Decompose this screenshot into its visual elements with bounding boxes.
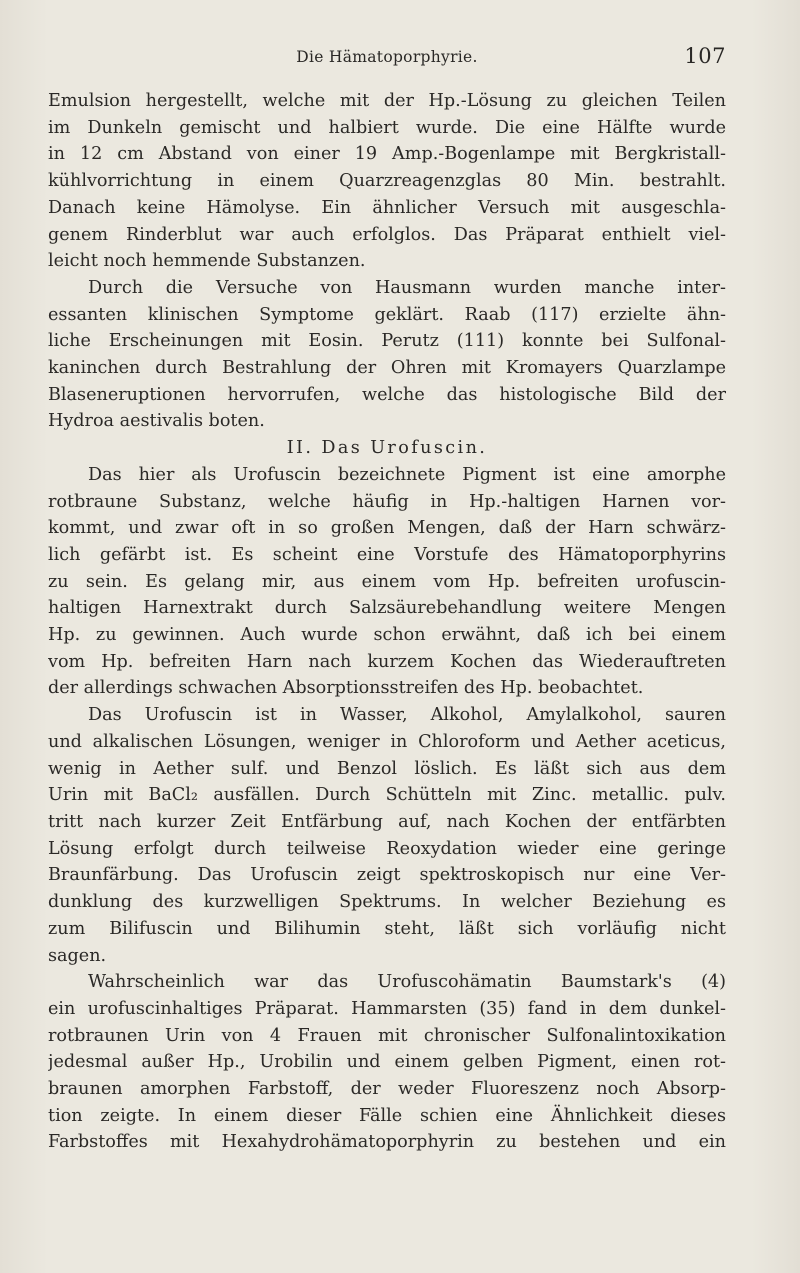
text-line: Urin mit BaCl₂ ausfällen. Durch Schütteln mit Zinc. metallic. pulv.	[48, 785, 726, 806]
text-line: Das hier als Urofuscin bezeichnete Pigment ist eine amorphe	[88, 464, 726, 485]
text-line: Emulsion hergestellt, welche mit der Hp.-Lösung zu gleichen Teilen	[48, 91, 726, 111]
text-line: essanten klinischen Symptome geklärt. Raab (117) erzielte ähn-	[48, 304, 726, 325]
text-line: sagen.	[48, 945, 107, 966]
text-line: Blaseneruptionen hervorrufen, welche das histologische Bild der	[48, 384, 726, 405]
text-line: vom Hp. befreiten Harn nach kurzem Kochen das Wiederauftreten	[48, 651, 726, 672]
text-line: Hp. zu gewinnen. Auch wurde schon erwähnt, daß ich bei einem	[48, 625, 726, 646]
text-line: im Dunkeln gemischt und halbiert wurde. Die eine Hälfte wurde	[48, 117, 726, 138]
text-line: dunklung des kurzwelligen Spektrums. In welcher Beziehung es	[48, 892, 726, 913]
text-line: kommt, und zwar oft in so großen Mengen, daß der Harn schwärz-	[48, 518, 726, 539]
text-line: zu sein. Es gelang mir, aus einem vom Hp. befreiten urofuscin-	[48, 571, 726, 592]
text-line: jedesmal außer Hp., Urobilin und einem gelben Pigment, einen rot-	[48, 1052, 726, 1073]
text-line: haltigen Harnextrakt durch Salzsäurebehandlung weitere Mengen	[48, 598, 726, 619]
text-line: ein urofuscinhaltiges Präparat. Hammarsten (35) fand in dem dunkel-	[48, 998, 726, 1019]
text-line: braunen amorphen Farbstoff, der weder Fluoreszenz noch Absorp-	[48, 1079, 726, 1100]
body-text	[48, 88, 726, 1156]
text-line: wenig in Aether sulf. und Benzol löslich. Es läßt sich aus dem	[48, 758, 726, 779]
text-line: rotbraunen Urin von 4 Frauen mit chronischer Sulfonalintoxikation	[48, 1025, 726, 1046]
text-line: kühlvorrichtung in einem Quarzreagenzglas 80 Min. bestrahlt.	[48, 171, 726, 192]
text-line: kaninchen durch Bestrahlung der Ohren mit Kromayers Quarzlampe	[48, 358, 726, 379]
text-line: leicht noch hemmende Substanzen.	[48, 251, 366, 272]
text-line: Lösung erfolgt durch teilweise Reoxydation wieder eine geringe	[48, 838, 726, 859]
text-line: Hydroa aestivalis boten.	[48, 411, 265, 432]
text-line: tion zeigte. In einem dieser Fälle schien eine Ähnlichkeit dieses	[48, 1105, 726, 1126]
page-number: 107	[684, 44, 726, 68]
text-line: Das Urofuscin ist in Wasser, Alkohol, Amylalkohol, sauren	[88, 705, 726, 726]
text-line: Danach keine Hämolyse. Ein ähnlicher Versuch mit ausgeschla-	[48, 197, 726, 218]
text-line: in 12 cm Abstand von einer 19 Amp.-Bogenlampe mit Bergkristall-	[48, 144, 726, 165]
running-title: Die Hämatoporphyrie.	[296, 48, 478, 66]
text-line: liche Erscheinungen mit Eosin. Perutz (111) konnte bei Sulfonal-	[48, 331, 726, 352]
text-line: Farbstoffes mit Hexahydrohämatoporphyrin zu bestehen und ein	[48, 1132, 726, 1153]
text-line: lich gefärbt ist. Es scheint eine Vorstufe des Hämatoporphyrins	[48, 544, 726, 565]
text-line: Wahrscheinlich war das Urofuscohämatin Baumstark's (4)	[88, 972, 726, 993]
text-line: Durch die Versuche von Hausmann wurden manche inter-	[88, 277, 726, 298]
page-header	[48, 44, 726, 76]
text-line: der allerdings schwachen Absorptionsstreifen des Hp. beobachtet.	[48, 678, 644, 699]
text-line: zum Bilifuscin und Bilihumin steht, läßt sich vorläufig nicht	[48, 918, 726, 939]
text-line: Braunfärbung. Das Urofuscin zeigt spektroskopisch nur eine Ver-	[48, 865, 726, 886]
text-line: genem Rinderblut war auch erfolglos. Das Präparat enthielt viel-	[48, 224, 726, 245]
text-line: und alkalischen Lösungen, weniger in Chloroform und Aether aceticus,	[48, 731, 726, 752]
text-line: rotbraune Substanz, welche häufig in Hp.-haltigen Harnen vor-	[48, 491, 726, 512]
section-heading: II. Das Urofuscin.	[286, 438, 488, 459]
text-line: tritt nach kurzer Zeit Entfärbung auf, nach Kochen der entfärbten	[48, 811, 726, 832]
